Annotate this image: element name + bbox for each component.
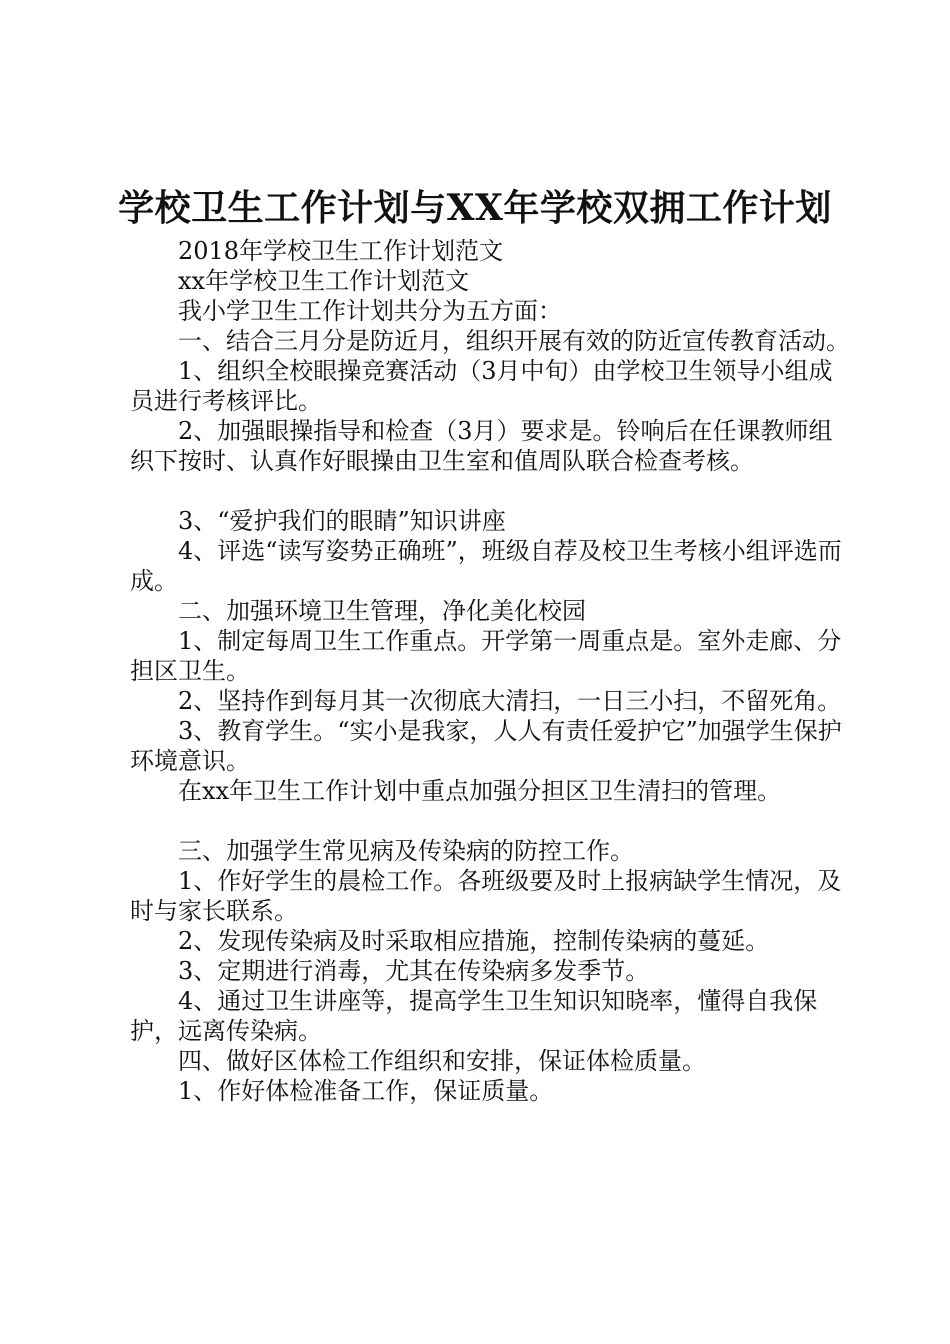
paragraph: 我小学卫生工作计划共分为五方面： — [178, 297, 562, 325]
paragraph: 1、制定每周卫生工作重点。开学第一周重点是。室外走廊、分担区卫生。 — [130, 627, 842, 685]
paragraph: 一、结合三月分是防近月，组织开展有效的防近宣传教育活动。 — [178, 327, 850, 355]
paragraph: 4、通过卫生讲座等，提高学生卫生知识知晓率，懂得自我保护，远离传染病。 — [130, 987, 818, 1045]
document-body — [130, 236, 850, 1106]
paragraph: 2、加强眼操指导和检查（3月）要求是。铃响后在任课教师组织下按时、认真作好眼操由卫生室和值周队联合检查考核。 — [130, 417, 833, 475]
paragraph: 1、作好学生的晨检工作。各班级要及时上报病缺学生情况，及时与家长联系。 — [130, 867, 842, 925]
blank-line — [130, 806, 850, 836]
paragraph: 2018年学校卫生工作计划范文 — [178, 237, 504, 265]
paragraph: 二、加强环境卫生管理，净化美化校园 — [178, 597, 586, 625]
paragraph: 3、教育学生。“实小是我家，人人有责任爱护它”加强学生保护环境意识。 — [130, 717, 842, 775]
paragraph: 2、坚持作到每月其一次彻底大清扫，一日三小扫，不留死角。 — [178, 687, 842, 715]
paragraph: 三、加强学生常见病及传染病的防控工作。 — [178, 837, 634, 865]
paragraph: 四、做好区体检工作组织和安排，保证体检质量。 — [178, 1047, 706, 1075]
paragraph: xx年学校卫生工作计划范文 — [178, 267, 470, 295]
paragraph: 3、定期进行消毒，尤其在传染病多发季节。 — [178, 957, 650, 985]
paragraph: 3、“爱护我们的眼睛”知识讲座 — [178, 507, 506, 535]
paragraph: 4、评选“读写姿势正确班”，班级自荐及校卫生考核小组评选而成。 — [130, 537, 842, 595]
paragraph: 2、发现传染病及时采取相应措施，控制传染病的蔓延。 — [178, 927, 770, 955]
paragraph: 1、组织全校眼操竞赛活动（3月中旬）由学校卫生领导小组成员进行考核评比。 — [130, 357, 833, 415]
paragraph: 在xx年卫生工作计划中重点加强分担区卫生清扫的管理。 — [178, 777, 782, 805]
document-title: 学校卫生工作计划与XX年学校双拥工作计划 — [118, 187, 832, 229]
blank-line — [130, 476, 850, 506]
paragraph: 1、作好体检准备工作，保证质量。 — [178, 1077, 554, 1105]
